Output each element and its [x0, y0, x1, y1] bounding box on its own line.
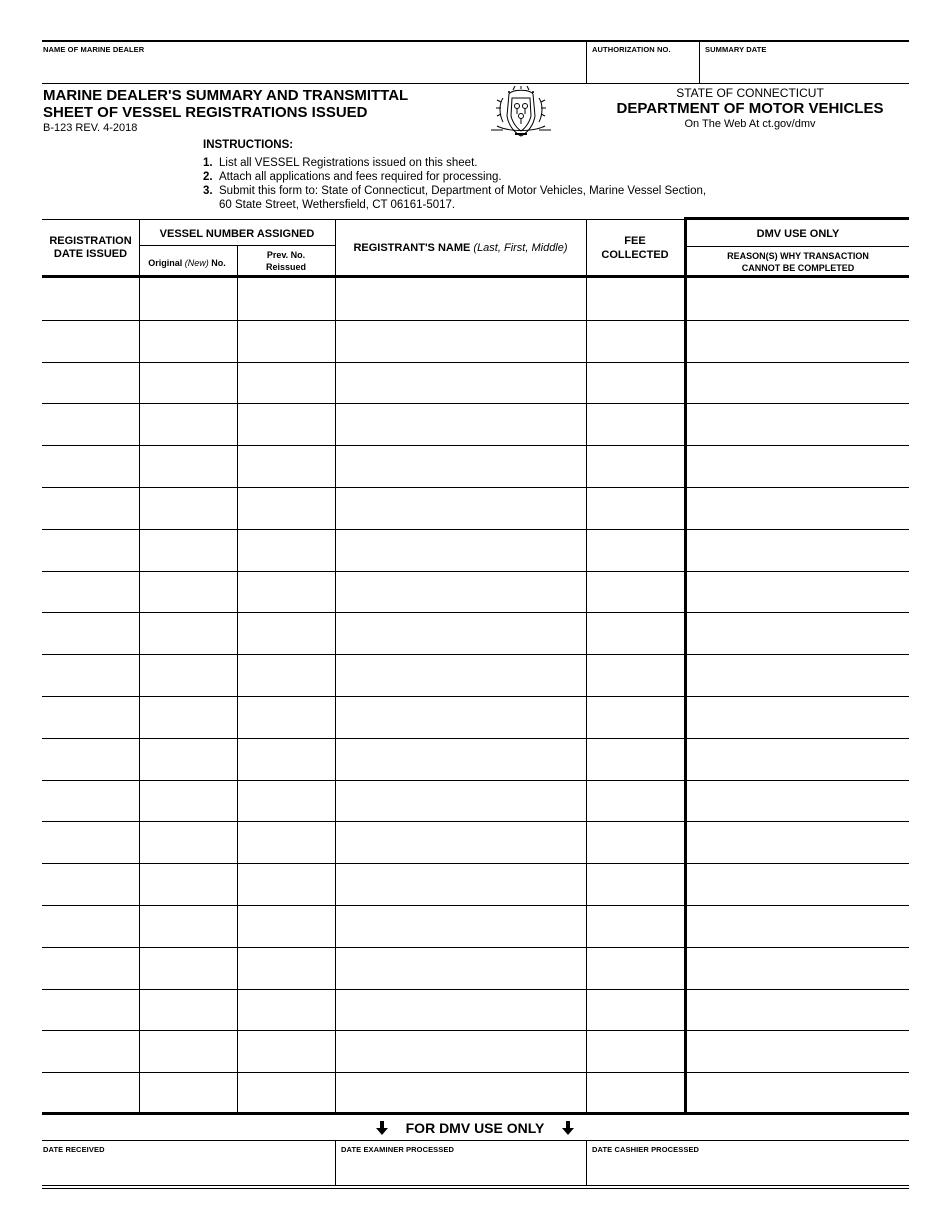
original-number-cell[interactable] [140, 1072, 237, 1113]
registration-date-cell[interactable] [42, 320, 139, 361]
department-name: DEPARTMENT OF MOTOR VEHICLES [616, 100, 884, 117]
registration-date-cell[interactable] [42, 445, 139, 486]
fee-collected-cell[interactable] [587, 821, 684, 862]
original-number-cell[interactable] [140, 989, 237, 1030]
authorization-label: AUTHORIZATION NO. [592, 45, 671, 54]
date-received-label: DATE RECEIVED [43, 1145, 105, 1154]
original-number-cell[interactable] [140, 696, 237, 737]
registrant-name-cell[interactable] [336, 738, 586, 779]
form-title-line2: SHEET OF VESSEL REGISTRATIONS ISSUED [43, 104, 368, 121]
arrow-down-icon [562, 1121, 574, 1138]
original-number-cell[interactable] [140, 403, 237, 444]
registrant-name-cell[interactable] [336, 947, 586, 988]
col-original-number: Original (New) No. [148, 258, 226, 268]
registration-date-cell[interactable] [42, 654, 139, 695]
bottom-border [42, 1188, 909, 1189]
date-received-field[interactable] [42, 1156, 334, 1184]
registrant-name-cell[interactable] [336, 905, 586, 946]
divider [237, 246, 238, 276]
fee-collected-cell[interactable] [587, 738, 684, 779]
divider [335, 1140, 336, 1186]
dealer-name-field[interactable] [42, 56, 584, 82]
prev-number-cell[interactable] [238, 696, 335, 737]
instruction-item: 1. List all VESSEL Registrations issued on this sheet. [203, 157, 478, 169]
registration-date-cell[interactable] [42, 571, 139, 612]
reason-cell[interactable] [687, 905, 909, 946]
col-fee-collected: FEE COLLECTED [601, 235, 669, 261]
prev-number-cell[interactable] [238, 947, 335, 988]
reason-cell[interactable] [687, 696, 909, 737]
col-reason: REASON(S) WHY TRANSACTION CANNOT BE COMPLETED [727, 251, 869, 273]
registration-date-cell[interactable] [42, 1030, 139, 1071]
original-number-cell[interactable] [140, 487, 237, 528]
prev-number-cell[interactable] [238, 780, 335, 821]
prev-number-cell[interactable] [238, 654, 335, 695]
reason-cell[interactable] [687, 487, 909, 528]
prev-number-cell[interactable] [238, 487, 335, 528]
dmv-use-banner: FOR DMV USE ONLY [330, 1120, 620, 1138]
original-number-cell[interactable] [140, 571, 237, 612]
registration-date-cell[interactable] [42, 487, 139, 528]
original-number-cell[interactable] [140, 320, 237, 361]
fee-collected-cell[interactable] [587, 780, 684, 821]
divider [42, 83, 909, 84]
original-number-cell[interactable] [140, 905, 237, 946]
reason-cell[interactable] [687, 445, 909, 486]
col-dmv-use-only: DMV USE ONLY [756, 228, 840, 240]
original-number-cell[interactable] [140, 529, 237, 570]
reason-cell[interactable] [687, 1072, 909, 1113]
instruction-address: 60 State Street, Wethersfield, CT 06161-5017. [219, 199, 456, 211]
fee-collected-cell[interactable] [587, 1030, 684, 1071]
fee-collected-cell[interactable] [587, 487, 684, 528]
original-number-cell[interactable] [140, 612, 237, 653]
original-number-cell[interactable] [140, 780, 237, 821]
prev-number-cell[interactable] [238, 989, 335, 1030]
registration-date-cell[interactable] [42, 989, 139, 1030]
authorization-field[interactable] [588, 56, 698, 82]
registration-date-cell[interactable] [42, 863, 139, 904]
prev-number-cell[interactable] [238, 863, 335, 904]
prev-number-cell[interactable] [238, 529, 335, 570]
original-number-cell[interactable] [140, 1030, 237, 1071]
registrant-name-cell[interactable] [336, 1072, 586, 1113]
date-cashier-field[interactable] [588, 1156, 908, 1184]
registrant-name-cell[interactable] [336, 654, 586, 695]
prev-number-cell[interactable] [238, 738, 335, 779]
summary-date-field[interactable] [701, 56, 908, 82]
date-cashier-label: DATE CASHIER PROCESSED [592, 1145, 700, 1154]
reason-cell[interactable] [687, 529, 909, 570]
registration-date-cell[interactable] [42, 947, 139, 988]
registrant-name-cell[interactable] [336, 863, 586, 904]
col-prev-number: Prev. No. Reissued [265, 250, 307, 272]
date-examiner-label: DATE EXAMINER PROCESSED [341, 1145, 455, 1154]
fee-collected-cell[interactable] [587, 571, 684, 612]
form-title-line1: MARINE DEALER'S SUMMARY AND TRANSMITTAL [43, 87, 409, 104]
dmv-top-border [684, 217, 909, 220]
state-seal-icon [489, 86, 553, 144]
fee-collected-cell[interactable] [587, 529, 684, 570]
table-bottom-border [42, 1112, 909, 1115]
divider [687, 246, 909, 247]
fee-collected-cell[interactable] [587, 654, 684, 695]
original-number-cell[interactable] [140, 445, 237, 486]
original-number-cell[interactable] [140, 863, 237, 904]
prev-number-cell[interactable] [238, 445, 335, 486]
registrant-name-cell[interactable] [336, 362, 586, 403]
summary-date-label: SUMMARY DATE [705, 45, 767, 54]
fee-collected-cell[interactable] [587, 905, 684, 946]
col-registrant-name: REGISTRANT'S NAME (Last, First, Middle) [353, 242, 568, 254]
registrant-name-cell[interactable] [336, 487, 586, 528]
registration-date-cell[interactable] [42, 1072, 139, 1113]
registrant-name-cell[interactable] [336, 571, 586, 612]
registrant-name-cell[interactable] [336, 612, 586, 653]
reason-cell[interactable] [687, 278, 909, 319]
original-number-cell[interactable] [140, 738, 237, 779]
instruction-item: 2. Attach all applications and fees required for processing. [203, 171, 502, 183]
divider [586, 40, 587, 84]
registrant-name-cell[interactable] [336, 320, 586, 361]
original-number-cell[interactable] [140, 947, 237, 988]
registrant-name-cell[interactable] [336, 780, 586, 821]
registration-date-cell[interactable] [42, 362, 139, 403]
reason-cell[interactable] [687, 654, 909, 695]
reason-cell[interactable] [687, 947, 909, 988]
dealer-name-label: NAME OF MARINE DEALER [43, 45, 145, 54]
fee-collected-cell[interactable] [587, 947, 684, 988]
registrant-name-cell[interactable] [336, 1030, 586, 1071]
original-number-cell[interactable] [140, 362, 237, 403]
fee-collected-cell[interactable] [587, 445, 684, 486]
state-name: STATE OF CONNECTICUT [676, 86, 824, 100]
prev-number-cell[interactable] [238, 403, 335, 444]
original-number-cell[interactable] [140, 654, 237, 695]
fee-collected-cell[interactable] [587, 989, 684, 1030]
registrant-name-cell[interactable] [336, 445, 586, 486]
divider [586, 1140, 587, 1186]
instruction-item: 3. Submit this form to: State of Connecticut, Department of Motor Vehicles, Marine Vessel Section, [203, 185, 707, 197]
prev-number-cell[interactable] [238, 278, 335, 319]
dmv-section-divider [684, 217, 687, 1115]
registrant-name-cell[interactable] [336, 403, 586, 444]
divider [139, 278, 140, 1112]
divider [42, 1140, 909, 1141]
divider [586, 278, 587, 1112]
col-vessel-number: VESSEL NUMBER ASSIGNED [159, 228, 315, 240]
registrant-name-cell[interactable] [336, 696, 586, 737]
original-number-cell[interactable] [140, 821, 237, 862]
fee-collected-cell[interactable] [587, 863, 684, 904]
registration-date-cell[interactable] [42, 780, 139, 821]
fee-collected-cell[interactable] [587, 1072, 684, 1113]
registration-date-cell[interactable] [42, 403, 139, 444]
fee-collected-cell[interactable] [587, 696, 684, 737]
registrant-name-cell[interactable] [336, 821, 586, 862]
fee-collected-cell[interactable] [587, 320, 684, 361]
original-number-cell[interactable] [140, 278, 237, 319]
reason-cell[interactable] [687, 320, 909, 361]
registrant-name-cell[interactable] [336, 989, 586, 1030]
divider [139, 220, 140, 276]
registration-date-cell[interactable] [42, 738, 139, 779]
registration-date-cell[interactable] [42, 821, 139, 862]
date-examiner-field[interactable] [337, 1156, 585, 1184]
col-registration-date: REGISTRATION DATE ISSUED [49, 235, 132, 260]
fee-collected-cell[interactable] [587, 362, 684, 403]
prev-number-cell[interactable] [238, 320, 335, 361]
reason-cell[interactable] [687, 863, 909, 904]
reason-cell[interactable] [687, 362, 909, 403]
divider [586, 220, 587, 276]
divider [335, 220, 336, 276]
divider [42, 1185, 909, 1186]
registration-date-cell[interactable] [42, 696, 139, 737]
registration-date-cell[interactable] [42, 278, 139, 319]
divider [335, 278, 336, 1112]
reason-cell[interactable] [687, 612, 909, 653]
reason-cell[interactable] [687, 571, 909, 612]
reason-cell[interactable] [687, 403, 909, 444]
instructions-heading: INSTRUCTIONS: [203, 139, 294, 151]
prev-number-cell[interactable] [238, 1030, 335, 1071]
web-address: On The Web At ct.gov/dmv [684, 118, 816, 130]
prev-number-cell[interactable] [238, 612, 335, 653]
prev-number-cell[interactable] [238, 905, 335, 946]
divider [237, 278, 238, 1112]
registrant-name-cell[interactable] [336, 278, 586, 319]
prev-number-cell[interactable] [238, 571, 335, 612]
top-border [42, 40, 909, 42]
registrant-name-cell[interactable] [336, 529, 586, 570]
reason-cell[interactable] [687, 989, 909, 1030]
fee-collected-cell[interactable] [587, 278, 684, 319]
registration-date-cell[interactable] [42, 905, 139, 946]
divider [699, 40, 700, 84]
prev-number-cell[interactable] [238, 362, 335, 403]
reason-cell[interactable] [687, 738, 909, 779]
prev-number-cell[interactable] [238, 1072, 335, 1113]
prev-number-cell[interactable] [238, 821, 335, 862]
arrow-down-icon [376, 1121, 388, 1138]
fee-collected-cell[interactable] [587, 403, 684, 444]
form-number: B-123 REV. 4-2018 [43, 122, 138, 134]
reason-cell[interactable] [687, 780, 909, 821]
registration-date-cell[interactable] [42, 612, 139, 653]
registration-date-cell[interactable] [42, 529, 139, 570]
reason-cell[interactable] [687, 821, 909, 862]
reason-cell[interactable] [687, 1030, 909, 1071]
fee-collected-cell[interactable] [587, 612, 684, 653]
